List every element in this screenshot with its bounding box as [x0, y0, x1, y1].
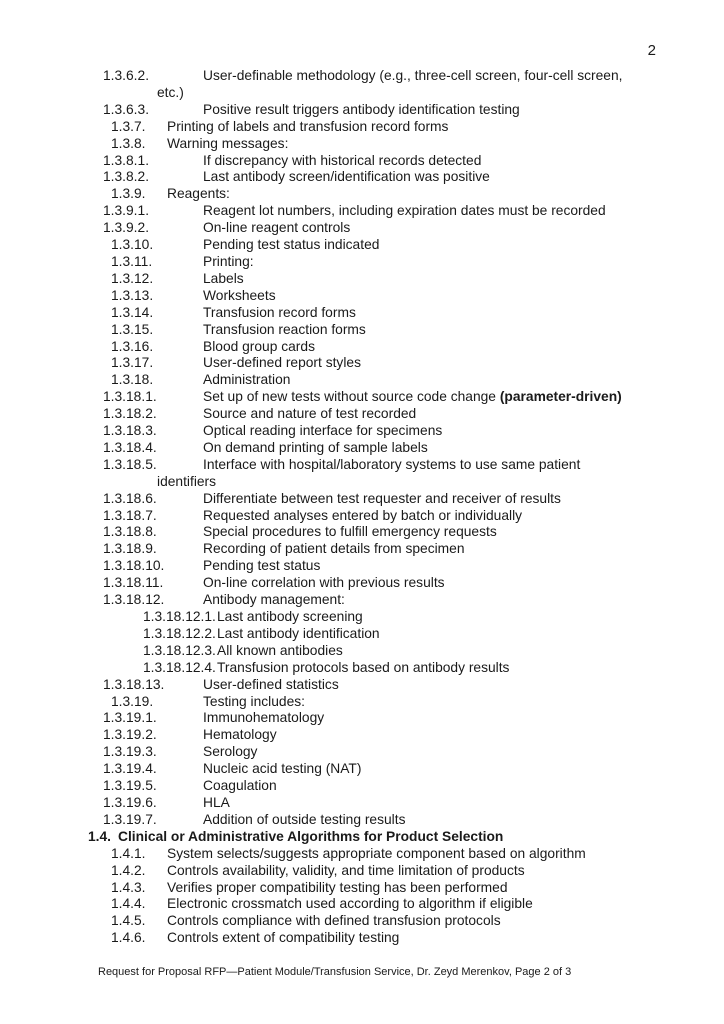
outline-item	[0, 237, 684, 254]
outline-item-text: Controls compliance with defined transfusion protocols	[167, 913, 501, 929]
outline-item	[0, 153, 684, 170]
outline-item	[0, 288, 684, 305]
outline-item	[0, 643, 684, 660]
outline-item	[0, 694, 684, 711]
outline-item-text: If discrepancy with historical records detected	[203, 152, 482, 168]
outline-item-number: 1.3.19.4.	[103, 761, 157, 777]
outline-item-text-bold: (parameter-driven)	[499, 389, 622, 405]
outline-item-text: Transfusion reaction forms	[203, 321, 366, 337]
page-number: 2	[647, 42, 656, 59]
outline-item-number: 1.3.18.12.	[103, 592, 165, 608]
outline-item	[0, 508, 684, 525]
outline-item-text: All known antibodies	[217, 642, 343, 658]
outline-item-text: Differentiate between test requester and receiver of results	[203, 490, 561, 506]
outline-item	[0, 846, 684, 863]
outline-item	[0, 761, 684, 778]
outline-item	[0, 136, 684, 153]
outline-item-number: 1.3.18.10.	[103, 558, 165, 574]
outline-item-text: Clinical or Administrative Algorithms for Product Selection	[118, 828, 504, 844]
outline-item	[0, 372, 684, 389]
outline-item	[0, 863, 684, 880]
outline-item-text: Controls availability, validity, and time limitation of products	[167, 862, 525, 878]
outline-item-text: System selects/suggests appropriate component based on algorithm	[167, 845, 586, 861]
outline-item-text: Printing:	[203, 253, 254, 269]
outline-item-text: On-line reagent controls	[203, 220, 351, 236]
outline-item-number: 1.3.8.	[111, 135, 146, 151]
outline-item-number: 1.3.19.6.	[103, 794, 157, 810]
outline-item-number: 1.3.18.	[111, 372, 154, 388]
outline-item-text: Labels	[203, 270, 244, 286]
outline-item-number: 1.3.19.	[111, 693, 154, 709]
outline-item-continuation: identifiers	[157, 473, 217, 489]
outline-item-text: Recording of patient details from specimen	[203, 541, 465, 557]
outline-item-text: Special procedures to fulfill emergency requests	[203, 524, 497, 540]
outline-item-number: 1.3.15.	[111, 321, 154, 337]
outline-item	[0, 727, 684, 744]
outline-item-number: 1.3.14.	[111, 304, 154, 320]
outline-item-text: Addition of outside testing results	[203, 811, 406, 827]
outline-item	[0, 677, 684, 694]
outline-item	[0, 322, 684, 339]
outline-item-number: 1.3.18.8.	[103, 524, 157, 540]
outline-item-number: 1.3.16.	[111, 338, 154, 354]
outline-item-number: 1.3.18.1.	[103, 389, 157, 405]
outline-item-text: Hematology	[203, 727, 277, 743]
outline-item	[0, 558, 684, 575]
outline-item-number: 1.3.12.	[111, 270, 154, 286]
outline-item-text: Immunohematology	[203, 710, 325, 726]
outline-item-text: User-definable methodology (e.g., three-cell screen, four-cell screen,	[203, 68, 623, 83]
outline-item	[0, 660, 684, 677]
outline-item-text: Testing includes:	[203, 693, 306, 709]
outline-item-text: Reagent lot numbers, including expiration dates must be recorded	[203, 203, 606, 219]
outline-item	[0, 220, 684, 237]
outline-item-text: Nucleic acid testing (NAT)	[203, 761, 362, 777]
outline-item-number: 1.3.11.	[111, 253, 153, 269]
outline-item	[0, 880, 684, 897]
outline-item	[0, 423, 684, 440]
outline-item-text: User-defined report styles	[203, 355, 361, 371]
outline-item-number: 1.3.18.12.4.	[143, 659, 216, 675]
outline-item	[0, 305, 684, 322]
outline-item-number: 1.3.18.13.	[103, 676, 165, 692]
outline-item-number: 1.3.19.7.	[103, 811, 157, 827]
outline-item	[0, 254, 684, 271]
outline-item	[0, 68, 684, 102]
outline-item-number: 1.3.19.1.	[103, 710, 157, 726]
outline-item-number: 1.3.9.	[111, 186, 146, 202]
outline-item-number: 1.3.18.7.	[103, 507, 157, 523]
outline-item	[0, 744, 684, 761]
outline-item-number: 1.3.6.2.	[103, 68, 150, 83]
outline-item-number: 1.3.18.12.1.	[143, 609, 216, 624]
outline-item-number: 1.3.17.	[111, 355, 154, 371]
outline-item	[0, 592, 684, 609]
outline-item-number: 1.4.1.	[111, 845, 146, 861]
outline-item	[0, 491, 684, 508]
outline-item-text: Electronic crossmatch used according to algorithm if eligible	[167, 896, 533, 912]
outline-item-text: Optical reading interface for specimens	[203, 423, 443, 439]
outline-item-number: 1.3.19.3.	[103, 744, 157, 760]
outline-item-number: 1.4.6.	[111, 930, 146, 946]
outline-item	[0, 406, 684, 423]
outline-item-text: Reagents:	[167, 186, 230, 202]
outline-item	[0, 355, 684, 372]
outline-item-text: User-defined statistics	[203, 676, 339, 692]
outline-list	[0, 68, 684, 947]
outline-item-text: Administration	[203, 372, 291, 388]
outline-item-number: 1.3.18.11.	[103, 575, 164, 591]
outline-item-text: Pending test status indicated	[203, 237, 380, 253]
outline-item-text: Blood group cards	[203, 338, 315, 354]
outline-item-number: 1.3.6.3.	[103, 101, 150, 117]
outline-item-text: Controls extent of compatibility testing	[167, 930, 400, 946]
outline-item-number: 1.3.18.6.	[103, 490, 157, 506]
outline-item-number: 1.3.18.4.	[103, 439, 157, 455]
outline-item-text: Verifies proper compatibility testing has been performed	[167, 879, 508, 895]
outline-item	[0, 339, 684, 356]
outline-item-number: 1.4.4.	[111, 896, 146, 912]
outline-item-number: 1.3.18.2.	[103, 406, 157, 422]
outline-item-number: 1.3.13.	[111, 287, 154, 303]
outline-item	[0, 609, 684, 626]
outline-item	[0, 119, 684, 136]
outline-item-text: Worksheets	[203, 287, 276, 303]
outline-item-number: 1.4.5.	[111, 913, 146, 929]
outline-item-text: Last antibody screen/identification was positive	[203, 169, 490, 185]
outline-item-text: Interface with hospital/laboratory systems to use same patient	[203, 456, 581, 472]
outline-item-continuation: etc.)	[157, 84, 184, 100]
page-footer: Request for Proposal RFP—Patient Module/Transfusion Service, Dr. Zeyd Merenkov, Page 2 of 3	[98, 966, 572, 978]
outline-item-text: Last antibody identification	[217, 625, 380, 641]
outline-item-number: 1.3.9.2.	[103, 220, 150, 236]
outline-item	[0, 778, 684, 795]
outline-item-text: HLA	[203, 794, 230, 810]
outline-item	[0, 541, 684, 558]
outline-item	[0, 203, 684, 220]
outline-item-number: 1.3.18.5.	[103, 456, 157, 472]
outline-item-text: Serology	[203, 744, 258, 760]
outline-item-number: 1.4.2.	[111, 862, 146, 878]
outline-item	[0, 896, 684, 913]
outline-item	[0, 186, 684, 203]
outline-item	[0, 626, 684, 643]
outline-item	[0, 457, 684, 491]
outline-item	[0, 102, 684, 119]
outline-item-number: 1.3.9.1.	[103, 203, 150, 219]
outline-item-number: 1.3.19.2.	[103, 727, 157, 743]
outline-item-number: 1.3.19.5.	[103, 778, 157, 794]
outline-item	[0, 575, 684, 592]
outline-item	[0, 440, 684, 457]
outline-item-text: Antibody management:	[203, 592, 345, 608]
outline-item	[0, 812, 684, 829]
outline-item-text: Set up of new tests without source code change	[203, 389, 500, 405]
outline-item-number: 1.3.18.12.3.	[143, 642, 216, 658]
outline-item	[0, 271, 684, 288]
outline-item-number: 1.4.	[88, 828, 112, 844]
outline-item-text: Warning messages:	[167, 135, 289, 151]
outline-item-text: Requested analyses entered by batch or individually	[203, 507, 523, 523]
outline-item-text: Last antibody screening	[217, 609, 363, 624]
outline-item	[0, 829, 684, 846]
outline-item	[0, 169, 684, 186]
outline-item-number: 1.3.18.3.	[103, 423, 157, 439]
outline-item-text: Printing of labels and transfusion record forms	[167, 118, 449, 134]
outline-item	[0, 389, 684, 406]
outline-item-number: 1.3.7.	[111, 118, 146, 134]
outline-item	[0, 524, 684, 541]
outline-item-text: Transfusion protocols based on antibody results	[217, 659, 510, 675]
outline-item-number: 1.3.18.12.2.	[143, 625, 216, 641]
outline-item-text: Pending test status	[203, 558, 321, 574]
outline-item	[0, 930, 684, 947]
outline-item	[0, 710, 684, 727]
outline-item-text: Transfusion record forms	[203, 304, 356, 320]
outline-item-number: 1.3.8.2.	[103, 169, 150, 185]
outline-item-number: 1.3.10.	[111, 237, 154, 253]
outline-item-number: 1.3.18.9.	[103, 541, 157, 557]
outline-item	[0, 795, 684, 812]
outline-item-text: Positive result triggers antibody identification testing	[203, 101, 520, 117]
outline-item-text: Coagulation	[203, 778, 277, 794]
outline-item-number: 1.4.3.	[111, 879, 146, 895]
outline-item-text: Source and nature of test recorded	[203, 406, 417, 422]
outline-item	[0, 913, 684, 930]
outline-item-text: On demand printing of sample labels	[203, 439, 428, 455]
outline-item-text: On-line correlation with previous results	[203, 575, 445, 591]
outline-item-number: 1.3.8.1.	[103, 152, 150, 168]
